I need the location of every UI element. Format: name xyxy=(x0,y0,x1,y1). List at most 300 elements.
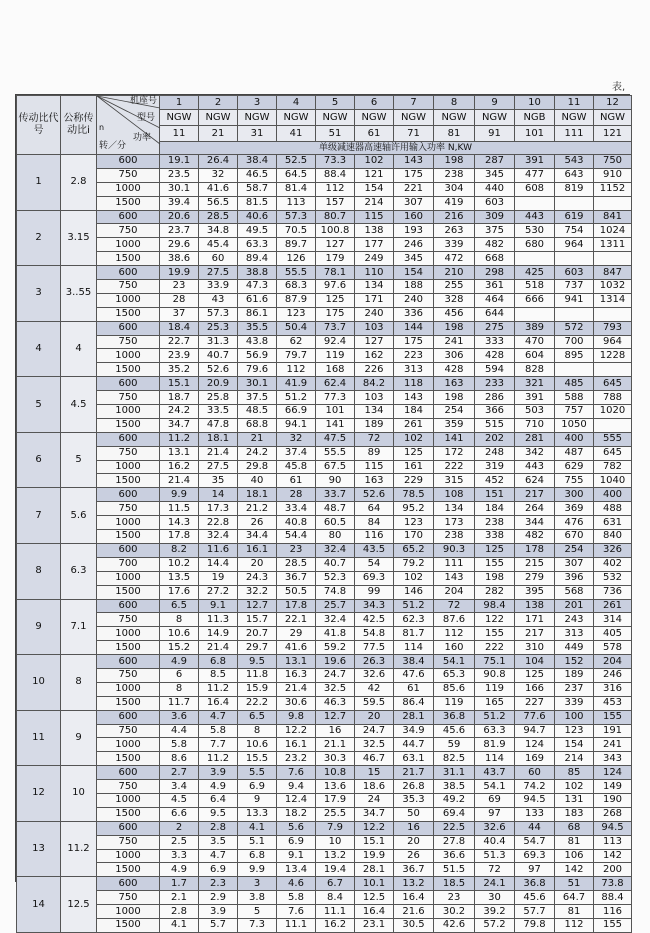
power-value: 6.9 xyxy=(238,780,277,794)
table-row xyxy=(17,807,632,821)
power-value: 2 xyxy=(160,821,199,835)
power-value: 6.9 xyxy=(277,835,316,849)
power-value: 88.4 xyxy=(316,168,355,182)
model-number-3: 31 xyxy=(238,126,277,142)
power-value: 97 xyxy=(515,863,555,877)
nominal-ratio: 7.1 xyxy=(61,599,97,655)
power-value: 68.8 xyxy=(238,418,277,432)
frame-number-3: 3 xyxy=(238,96,277,110)
power-value: 3.6 xyxy=(160,710,199,724)
power-value: 30.3 xyxy=(316,752,355,766)
power-value: 391 xyxy=(515,155,555,169)
model-number-4: 41 xyxy=(277,126,316,142)
power-value: 41.8 xyxy=(316,627,355,641)
input-speed: 1500 xyxy=(97,641,160,655)
table-row xyxy=(17,696,632,710)
power-value: 18.5 xyxy=(434,877,475,891)
power-value: 15.1 xyxy=(160,377,199,391)
power-value: 400 xyxy=(594,488,632,502)
power-value: 530 xyxy=(515,224,555,238)
power-value: 125 xyxy=(394,446,434,460)
power-value: 226 xyxy=(355,363,394,377)
power-value: 38.8 xyxy=(238,266,277,280)
input-speed: 750 xyxy=(97,780,160,794)
power-value: 68 xyxy=(555,821,594,835)
ratio-code: 14 xyxy=(17,877,61,933)
power-value: 175 xyxy=(316,307,355,321)
power-value: 11.2 xyxy=(199,752,238,766)
power-value: 85 xyxy=(555,766,594,780)
power-value: 568 xyxy=(555,585,594,599)
power-value: 29.8 xyxy=(238,460,277,474)
power-value: 60.5 xyxy=(316,516,355,530)
power-value: 8.2 xyxy=(160,543,199,557)
model-number-2: 21 xyxy=(199,126,238,142)
power-value: 12.7 xyxy=(238,599,277,613)
power-value: 8 xyxy=(160,613,199,627)
power-value xyxy=(594,252,632,266)
power-value: 38.5 xyxy=(434,780,475,794)
power-value: 326 xyxy=(594,543,632,557)
power-value: 34.7 xyxy=(160,418,199,432)
power-value: 1152 xyxy=(594,182,632,196)
power-value: 5.7 xyxy=(199,918,238,932)
power-value xyxy=(594,363,632,377)
power-value: 108 xyxy=(434,488,475,502)
power-value: 1050 xyxy=(555,418,594,432)
power-value: 241 xyxy=(434,335,475,349)
table-row xyxy=(17,738,632,752)
ratio-code: 5 xyxy=(17,377,61,433)
power-value: 248 xyxy=(475,446,515,460)
power-value: 336 xyxy=(394,307,434,321)
table-row xyxy=(17,196,632,210)
power-value: 32.6 xyxy=(475,821,515,835)
power-value: 50.5 xyxy=(277,585,316,599)
model-type-3: NGW xyxy=(238,110,277,126)
power-value: 47.6 xyxy=(394,668,434,682)
power-value: 50 xyxy=(394,807,434,821)
power-value: 188 xyxy=(394,280,434,294)
power-value: 594 xyxy=(475,363,515,377)
frame-number-11: 11 xyxy=(555,96,594,110)
table-row xyxy=(17,752,632,766)
power-value: 443 xyxy=(515,460,555,474)
model-type-12: NGW xyxy=(594,110,632,126)
n1-label: n xyxy=(99,123,105,132)
table-row xyxy=(17,307,632,321)
input-speed: 700 xyxy=(97,557,160,571)
power-value: 100.8 xyxy=(316,224,355,238)
power-value: 200 xyxy=(594,863,632,877)
power-value: 21.4 xyxy=(277,682,316,696)
power-value: 217 xyxy=(515,488,555,502)
power-value: 7.7 xyxy=(199,738,238,752)
power-value: 8.4 xyxy=(316,891,355,905)
power-value: 54.4 xyxy=(277,530,316,544)
power-value: 114 xyxy=(394,641,434,655)
power-value: 17.8 xyxy=(160,530,199,544)
nominal-ratio: 12.5 xyxy=(61,877,97,933)
power-value: 19.6 xyxy=(316,655,355,669)
power-value: 114 xyxy=(475,752,515,766)
nominal-ratio: 3.15 xyxy=(61,210,97,266)
table-row xyxy=(17,488,632,502)
power-value: 4.9 xyxy=(160,655,199,669)
power-value: 77.3 xyxy=(316,391,355,405)
power-value: 141 xyxy=(434,432,475,446)
power-value xyxy=(555,307,594,321)
power-value: 63.3 xyxy=(475,724,515,738)
table-row xyxy=(17,391,632,405)
power-value: 310 xyxy=(515,641,555,655)
input-speed: 750 xyxy=(97,280,160,294)
power-value: 11.6 xyxy=(199,543,238,557)
input-speed: 1500 xyxy=(97,530,160,544)
table-row xyxy=(17,502,632,516)
power-value: 31.1 xyxy=(434,766,475,780)
power-value: 238 xyxy=(434,530,475,544)
power-value: 243 xyxy=(555,613,594,627)
input-speed: 600 xyxy=(97,821,160,835)
model-type-9: NGW xyxy=(475,110,515,126)
power-value: 28.1 xyxy=(394,710,434,724)
power-value: 518 xyxy=(515,280,555,294)
power-value: 51 xyxy=(555,877,594,891)
power-value: 57.7 xyxy=(515,905,555,919)
power-value: 28 xyxy=(277,488,316,502)
power-value: 124 xyxy=(515,738,555,752)
power-value: 666 xyxy=(515,293,555,307)
ratio-code: 11 xyxy=(17,710,61,766)
power-value: 6.9 xyxy=(199,863,238,877)
power-value: 11.1 xyxy=(316,905,355,919)
power-value: 134 xyxy=(355,280,394,294)
power-value: 6 xyxy=(160,668,199,682)
power-value: 47.8 xyxy=(199,418,238,432)
power-value: 19 xyxy=(199,571,238,585)
power-value: 18.4 xyxy=(160,321,199,335)
ratio-code: 13 xyxy=(17,821,61,877)
power-value: 21.6 xyxy=(394,905,434,919)
power-value: 470 xyxy=(515,335,555,349)
power-value: 47.5 xyxy=(316,432,355,446)
power-value: 101 xyxy=(316,405,355,419)
power-value: 13.1 xyxy=(277,655,316,669)
power-value: 54.7 xyxy=(515,835,555,849)
power-value: 20.6 xyxy=(160,210,199,224)
power-value: 29 xyxy=(277,627,316,641)
ratio-code: 12 xyxy=(17,766,61,822)
power-value: 16.1 xyxy=(238,543,277,557)
table-row xyxy=(17,821,632,835)
power-value: 6.8 xyxy=(238,849,277,863)
power-value: 5.8 xyxy=(160,738,199,752)
power-value: 111 xyxy=(434,557,475,571)
page-note: 表, xyxy=(612,82,626,93)
ratio-code: 8 xyxy=(17,543,61,599)
power-value: 4.1 xyxy=(160,918,199,932)
table-row xyxy=(17,849,632,863)
power-value: 2.3 xyxy=(199,877,238,891)
col-ratio-header: 公称传动比i xyxy=(61,96,97,155)
power-value: 125 xyxy=(475,543,515,557)
power-value: 41.6 xyxy=(277,641,316,655)
power-value: 314 xyxy=(594,613,632,627)
power-value: 170 xyxy=(394,530,434,544)
power-value xyxy=(555,252,594,266)
power-value: 40.6 xyxy=(238,210,277,224)
model-number-12: 121 xyxy=(594,126,632,142)
power-value: 13.4 xyxy=(277,863,316,877)
power-value: 69.3 xyxy=(355,571,394,585)
power-value: 56.5 xyxy=(199,196,238,210)
power-value: 127 xyxy=(316,238,355,252)
power-value: 485 xyxy=(555,377,594,391)
power-value: 50.4 xyxy=(277,321,316,335)
power-value: 238 xyxy=(475,516,515,530)
power-value: 300 xyxy=(555,488,594,502)
power-value: 59 xyxy=(434,738,475,752)
power-value: 21.1 xyxy=(316,738,355,752)
power-value: 175 xyxy=(394,168,434,182)
power-value: 21.4 xyxy=(160,474,199,488)
power-value: 847 xyxy=(594,266,632,280)
power-value: 81 xyxy=(555,905,594,919)
power-value: 28.1 xyxy=(355,863,394,877)
power-value: 100 xyxy=(555,710,594,724)
power-value: 155 xyxy=(594,918,632,932)
power-value: 298 xyxy=(475,266,515,280)
power-value: 112 xyxy=(277,363,316,377)
power-value: 304 xyxy=(434,182,475,196)
power-value: 142 xyxy=(555,863,594,877)
model-number-10: 101 xyxy=(515,126,555,142)
power-value: 45.4 xyxy=(199,238,238,252)
input-speed: 600 xyxy=(97,377,160,391)
power-value: 313 xyxy=(394,363,434,377)
power-value: 69.3 xyxy=(515,849,555,863)
power-value: 793 xyxy=(594,321,632,335)
power-value: 119 xyxy=(475,682,515,696)
power-value: 425 xyxy=(515,266,555,280)
power-value: 61 xyxy=(277,474,316,488)
nominal-ratio: 6.3 xyxy=(61,543,97,599)
power-value: 46.7 xyxy=(355,752,394,766)
power-value: 61 xyxy=(394,682,434,696)
power-value: 79.2 xyxy=(394,557,434,571)
table-row xyxy=(17,668,632,682)
input-speed: 1500 xyxy=(97,307,160,321)
power-value: 10.6 xyxy=(238,738,277,752)
power-value: 204 xyxy=(594,655,632,669)
power-value: 44.7 xyxy=(394,738,434,752)
power-value: 396 xyxy=(555,571,594,585)
power-value: 482 xyxy=(475,238,515,252)
model-type-7: NGW xyxy=(394,110,434,126)
power-value: 21.4 xyxy=(199,641,238,655)
power-value: 124 xyxy=(594,766,632,780)
power-value: 175 xyxy=(394,335,434,349)
power-value: 21.2 xyxy=(238,502,277,516)
power-value: 168 xyxy=(316,363,355,377)
power-value: 42 xyxy=(355,682,394,696)
power-value: 103 xyxy=(355,321,394,335)
power-value: 51.2 xyxy=(394,599,434,613)
frame-number-8: 8 xyxy=(434,96,475,110)
power-value: 279 xyxy=(515,571,555,585)
power-table xyxy=(16,95,632,933)
power-value: 49.5 xyxy=(238,224,277,238)
table-row xyxy=(17,210,632,224)
power-value: 95.2 xyxy=(394,502,434,516)
input-speed: 1000 xyxy=(97,738,160,752)
power-value: 36.7 xyxy=(277,571,316,585)
input-speed: 600 xyxy=(97,155,160,169)
power-value: 54.8 xyxy=(355,627,394,641)
power-value: 604 xyxy=(515,349,555,363)
power-value: 17.3 xyxy=(199,502,238,516)
power-value: 97.6 xyxy=(316,280,355,294)
power-value: 94.5 xyxy=(594,821,632,835)
power-value: 54.1 xyxy=(475,780,515,794)
power-value: 645 xyxy=(594,377,632,391)
table-row xyxy=(17,432,632,446)
power-value: 229 xyxy=(394,474,434,488)
ratio-code: 6 xyxy=(17,432,61,488)
power-value: 42.6 xyxy=(434,918,475,932)
input-speed: 1500 xyxy=(97,252,160,266)
power-value: 60 xyxy=(515,766,555,780)
power-value: 366 xyxy=(475,405,515,419)
power-value: 38.4 xyxy=(394,655,434,669)
power-value: 89.7 xyxy=(277,238,316,252)
power-value: 115 xyxy=(355,210,394,224)
power-value: 66.9 xyxy=(277,405,316,419)
power-value: 15.7 xyxy=(238,613,277,627)
power-value: 8.6 xyxy=(160,752,199,766)
power-value: 48.7 xyxy=(316,502,355,516)
power-value: 819 xyxy=(555,182,594,196)
power-value: 191 xyxy=(594,724,632,738)
power-value: 710 xyxy=(515,418,555,432)
power-value: 155 xyxy=(475,627,515,641)
table-row xyxy=(17,418,632,432)
input-speed: 1000 xyxy=(97,349,160,363)
power-value: 3.9 xyxy=(199,766,238,780)
power-value: 64 xyxy=(355,502,394,516)
power-value: 3.4 xyxy=(160,780,199,794)
power-value: 16.1 xyxy=(277,738,316,752)
power-value: 36.7 xyxy=(394,863,434,877)
input-speed: 1500 xyxy=(97,196,160,210)
power-value: 1020 xyxy=(594,405,632,419)
power-value: 282 xyxy=(475,585,515,599)
power-value: 61.6 xyxy=(238,293,277,307)
input-speed: 600 xyxy=(97,710,160,724)
power-value: 4.5 xyxy=(160,793,199,807)
power-value: 87.9 xyxy=(277,293,316,307)
power-value: 964 xyxy=(594,335,632,349)
power-value: 17.8 xyxy=(277,599,316,613)
power-value: 254 xyxy=(434,405,475,419)
power-value: 84 xyxy=(355,516,394,530)
power-value: 125 xyxy=(515,668,555,682)
power-table-container xyxy=(15,94,630,931)
power-value: 8 xyxy=(238,724,277,738)
power-value: 21 xyxy=(238,432,277,446)
power-value: 9.1 xyxy=(277,849,316,863)
power-value: 16.4 xyxy=(199,696,238,710)
table-row xyxy=(17,293,632,307)
power-value: 77.5 xyxy=(355,641,394,655)
power-value: 20 xyxy=(238,557,277,571)
power-value: 40.8 xyxy=(277,516,316,530)
model-type-2: NGW xyxy=(199,110,238,126)
power-value: 333 xyxy=(475,335,515,349)
power-value: 172 xyxy=(434,446,475,460)
power-value: 21.7 xyxy=(394,766,434,780)
power-value: 165 xyxy=(475,696,515,710)
power-value: 84.2 xyxy=(355,377,394,391)
power-value: 359 xyxy=(434,418,475,432)
power-value: 154 xyxy=(394,266,434,280)
power-value: 59.2 xyxy=(316,641,355,655)
power-value: 307 xyxy=(394,196,434,210)
power-value: 369 xyxy=(555,502,594,516)
power-value: 193 xyxy=(394,224,434,238)
power-value: 456 xyxy=(434,307,475,321)
ratio-code: 9 xyxy=(17,599,61,655)
power-value: 79.6 xyxy=(238,363,277,377)
power-value: 238 xyxy=(434,168,475,182)
power-value: 24 xyxy=(355,793,394,807)
power-value: 263 xyxy=(434,224,475,238)
power-value: 227 xyxy=(515,696,555,710)
power-value: 344 xyxy=(515,516,555,530)
power-value: 155 xyxy=(475,557,515,571)
power-value: 32.4 xyxy=(199,530,238,544)
power-value: 643 xyxy=(555,168,594,182)
table-row xyxy=(17,155,632,169)
power-value: 102 xyxy=(394,571,434,585)
input-speed: 1000 xyxy=(97,182,160,196)
power-value: 23.1 xyxy=(355,918,394,932)
power-value: 102 xyxy=(555,780,594,794)
power-value: 5.8 xyxy=(199,724,238,738)
power-value: 964 xyxy=(555,238,594,252)
power-value: 240 xyxy=(394,293,434,307)
power-value: 10 xyxy=(316,835,355,849)
power-value: 449 xyxy=(555,641,594,655)
power-value: 161 xyxy=(394,460,434,474)
ratio-code: 4 xyxy=(17,321,61,377)
power-value: 6.5 xyxy=(238,710,277,724)
power-value: 47.3 xyxy=(238,280,277,294)
model-type-5: NGW xyxy=(316,110,355,126)
nominal-ratio: 4.5 xyxy=(61,377,97,433)
power-value: 43.5 xyxy=(355,543,394,557)
power-value: 45.6 xyxy=(434,724,475,738)
power-value: 160 xyxy=(434,641,475,655)
power-value: 5 xyxy=(238,905,277,919)
power-value: 8 xyxy=(160,682,199,696)
power-value: 118 xyxy=(394,377,434,391)
power-value: 35.3 xyxy=(394,793,434,807)
power-value: 30.5 xyxy=(394,918,434,932)
nominal-ratio: 5.6 xyxy=(61,488,97,544)
power-value: 7.6 xyxy=(277,766,316,780)
